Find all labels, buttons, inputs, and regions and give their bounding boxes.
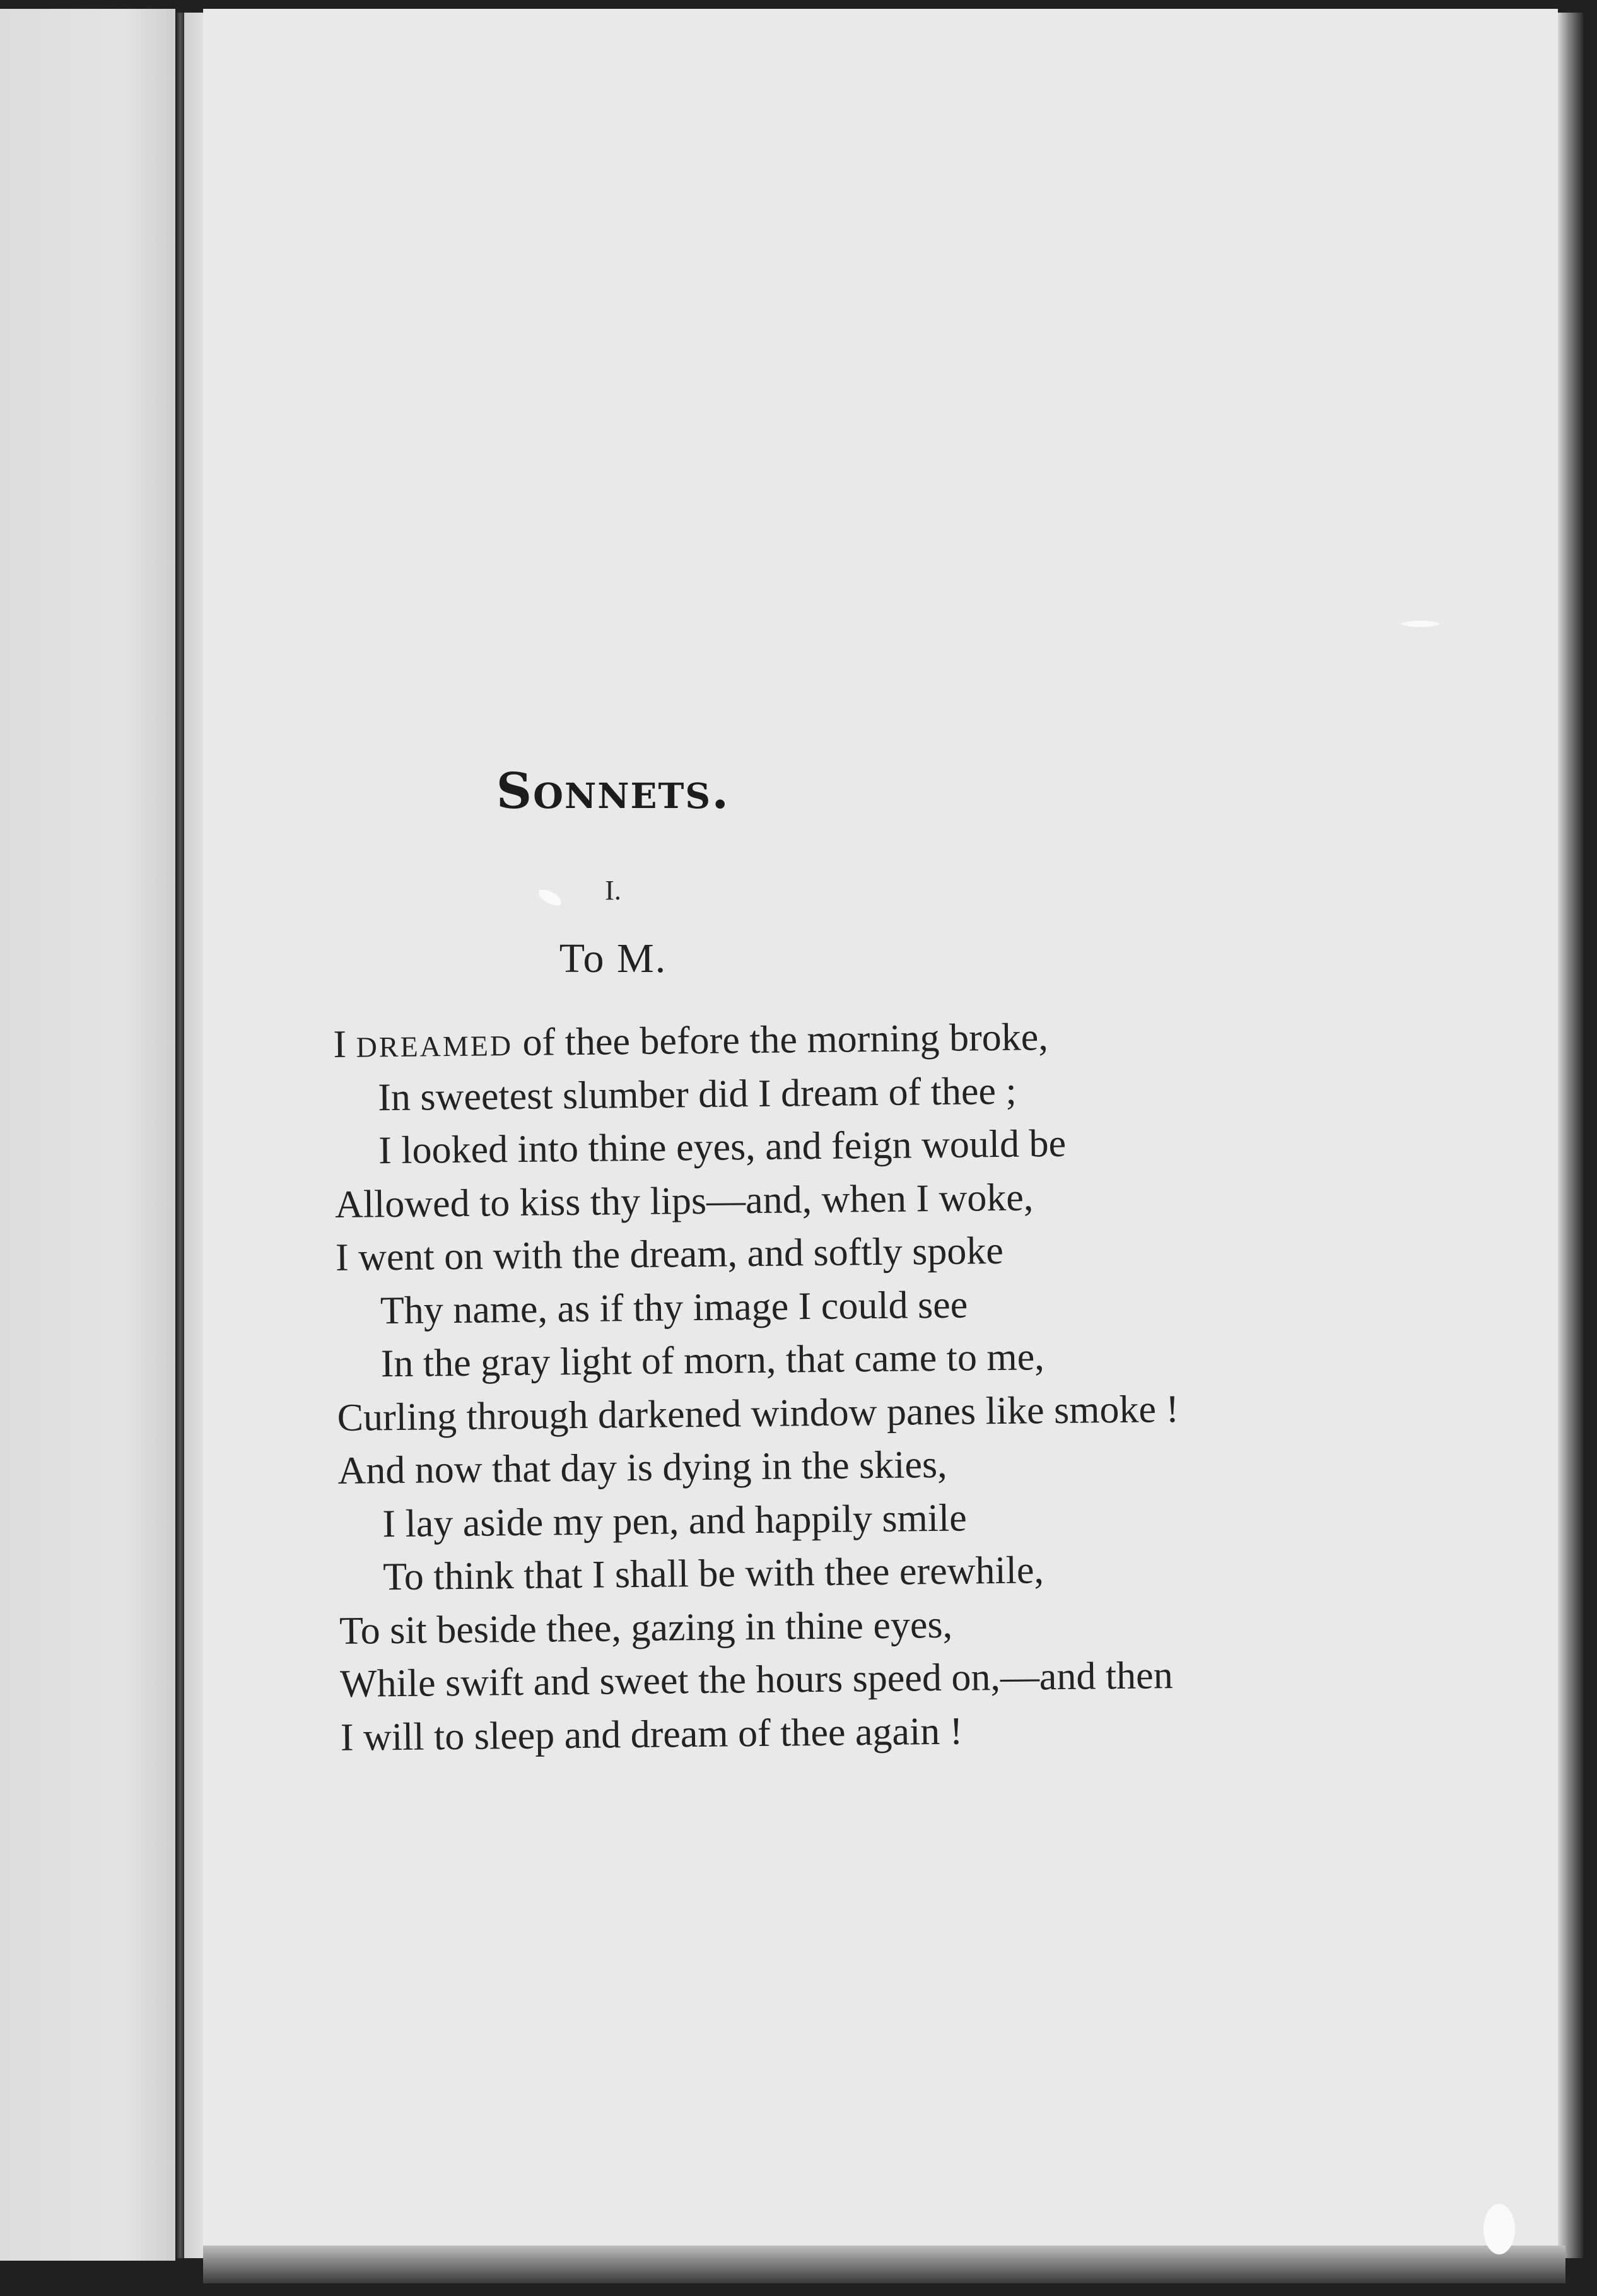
poem-line: In sweetest slumber did I dream of thee ; (377, 1069, 1017, 1119)
poem-line: I looked into thine eyes, and feign would be (378, 1122, 1067, 1173)
poem-line: To sit beside thee, gazing in thine eyes, (339, 1603, 953, 1653)
paper-speck (1483, 2204, 1515, 2254)
poem-line: I went on with the dream, and softly spoke (335, 1229, 1004, 1279)
poem-line: To think that I shall be with thee erewhile, (382, 1549, 1044, 1599)
poem-line: Allowed to kiss thy lips—and, when I woke, (334, 1175, 1034, 1226)
first-initial: I (333, 1022, 347, 1066)
poem-line: Curling through darkened window panes like smoke ! (337, 1387, 1179, 1439)
book-gutter (177, 13, 184, 2258)
poem-line: I will to sleep and dream of thee again ! (340, 1709, 963, 1759)
gutter-strip (184, 13, 203, 2258)
left-page (0, 9, 175, 2261)
section-title: Sonnets. (496, 763, 730, 820)
page-content (203, 9, 1558, 2261)
poem-line-text: of thee before the morning broke, (512, 1016, 1049, 1065)
poem-line: Thy name, as if thy image I could see (380, 1282, 968, 1332)
poem-line: In the gray light of morn, that came to me, (380, 1335, 1045, 1386)
sonnet-number: I. (605, 875, 621, 906)
sonnet-title: To M. (559, 935, 667, 981)
page-edge (1558, 13, 1583, 2258)
poem-line: I lay aside my pen, and happily smile (382, 1496, 968, 1545)
poem-line: And now that day is dying in the skies, (337, 1443, 947, 1492)
first-word-small-caps: DREAMED (356, 1029, 513, 1063)
poem-line: While swift and sweet the hours speed on,—and then (339, 1654, 1173, 1706)
poem-body (333, 1005, 1539, 1764)
paper-speck (1401, 621, 1439, 627)
